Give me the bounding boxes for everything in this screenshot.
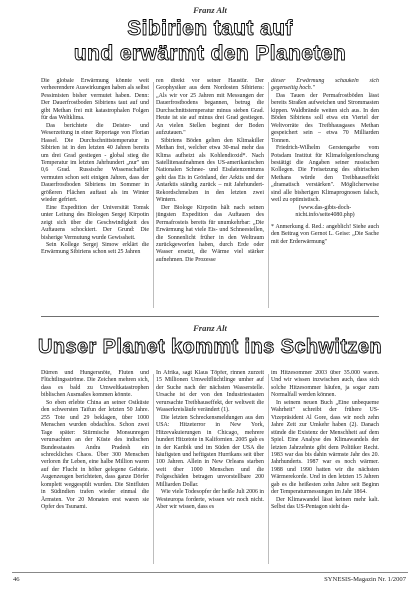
page-number: 46 bbox=[13, 576, 20, 583]
paragraph: In Afrika, sagt Klaus Töpfer, rinnen zurzeit 15 Millionen Umweltflüchtlinge umher auf der Suche nach der nächsten Wasserstelle. Ursache ist der von den Industriestaaten verursachte Treibhauseffekt, der weltweit die Wasserkreisläufe verändert (1). bbox=[156, 370, 264, 414]
column-divider bbox=[268, 82, 269, 308]
paragraph: Dürren und Hungersnöte, Fluten und Flüchtlingsströme. Die Zeichen mehren sich, dass es bald zu Umweltkatastrophen biblischen Ausmaßes kommen könnte. bbox=[41, 370, 149, 399]
paragraph: In seinem neuen Buch „Eine unbequeme Wahrheit" schreibt der frühere US-Vizepräsident Al Gore, dass wir noch zehn Jahre Zeit zur Umkehr haben (2). Danach stünde die Existenz der Menschheit auf dem Spiel. Eine Analyse des Klimawandels der letzten Jahrzehnte gibt dem Politiker Recht. 1983 war das bis dahin wärmste Jahr des 20. Jahrhunderts. 1987 war es noch wärmer. 1988 und 1990 hatten wir die nächsten Wärmerekorde. Und in den letzten 15 Jahren gab es die heißesten zehn Jahre seit Beginn der Temperaturmessungen im Jahr 1864. bbox=[271, 399, 379, 496]
paragraph: Das Tauen der Permafrostböden lässt bereits Straßen aufweichen und Strommasten kippen. Waldbrände weiten sich aus. In den Böden Sibiriens soll etwa ein Viertel der Weltvorräte des Treibhausgases Methan gespeichert sein – etwa 70 Milliarden Tonnen. bbox=[271, 92, 379, 144]
article2-column-2 bbox=[156, 370, 264, 567]
column-divider bbox=[153, 374, 154, 564]
paragraph: dieser Erwärmung schaukeln sich gegenseitig hoch." bbox=[271, 78, 379, 92]
paragraph: Wie viele Todesopfer der heiße Juli 2006 in Westeuropa forderte, wissen wir noch nicht. Aber wir wissen, dass es bbox=[156, 489, 264, 511]
paragraph: Der Biologe Kirpotin hält nach seinen jüngsten Expedition das Auftauen des Permafrosteis bereits für unumkehrbar: „Die Erwärmung hat viele Eis- und Schneestellen, die Sonnenlicht früher in den Weltraum zurückgeworfen haben, durch Erde oder Wasser ersetzt, die Wärme viel stärker aufnehmen. Die Prozesse bbox=[156, 204, 264, 263]
paragraph: Der Klimawandel lässt keinen mehr kalt. Selbst das US-Pentagon sieht da- bbox=[271, 496, 379, 511]
magazine-issue: SYNESIS-Magazin Nr. 1/2007 bbox=[324, 576, 406, 583]
article1-column-1 bbox=[41, 78, 149, 310]
article2-title: Unser Planet kommt ins Schwitzen bbox=[38, 336, 382, 358]
paragraph: Eine Expedition der Universität Tomsk unter Leitung des Biologen Sergej Kirpotin zeigt sich über die Geschwindigkeit des Auftauens schockiert. Der Grund: Die bisherige Vermutung wurde Gewissheit. bbox=[41, 204, 149, 241]
article2-column-3 bbox=[271, 370, 379, 567]
paragraph: Das berichtete die Deister- und Weserzeitung in einer Reportage von Florian Hassel. Die Durchschnittstemperatur in Sibirien ist in den letzten 40 Jahren bereits um drei Grad gestiegen - global stieg die Temperatur im letzten Jahrhundert „nur" um 0,6 Grad. Russische Wissenschaftler vermuten schon seit einigen Jahren, dass der Dauerfrostboden Sibiriens im Sommer in größeren Flächen auftaut als im Winter wieder gefriert. bbox=[41, 122, 149, 204]
article1-title-line2: und erwärmt den Planeten bbox=[73, 42, 347, 65]
paragraph: Friedrich-Wilhelm Gerstengarbe vom Potsdam Institut für Klimafolgenforschung bestätigt die Angaben seiner russischen Kollegen. Die Freisetzung des sibirischen Methans würde den Treibhauseffekt „dramatisch verstärken". Möglicherweise sind alle bisherigen Klimaprognosen falsch, weil zu optimistisch. bbox=[271, 145, 379, 204]
paragraph: Sein Kollege Sergej Simow erklärt die Erwärmung Sibiriens schon seit 25 Jahren bbox=[41, 241, 149, 256]
paragraph: So eben erlebte China an seiner Ostküste den schwersten Taifun der letzten 50 Jahre. 255 Tote und 29 beklagen, über 1000 Menschen wurden obdachlos. Schon zwei Tage später: Stürmische Monsunregen verursachten an der Küste des indischen Bundesstaates Andra Pradesh ein schreckliches Chaos. Über 300 Menschen verloren ihr Leben, eine halbe Million waren auf der Flucht in höher gelegene Gebiete. Augenzeugen berichteten, dass ganze Dörfer komplett weggespült wurden. Die Sintfluten in Südindien trafen wieder einmal die Ärmsten. Vor 20 Monaten erst waren sie Opfer des Tsunami. bbox=[41, 399, 149, 511]
editor-note: * Anmerkung d. Red.: angeblich! Siehe auch den Beitrag von Gernot L. Geise: „Die Sache mit der Erderwärmung" bbox=[271, 223, 379, 245]
paragraph: Sibiriens Böden gelten den Klimakiller Methan frei, welcher etwa 30-mal mehr das Klima aufheizt als Kohlendioxid*. Nach Satellitenaufnahmen des US-amerikanischen Nationalen Schnee- und Eisdatenzentrums geht das Eis in Grönland, der Arktis und der Antarktis ständig zurück – mit Jahrhundert-Rekordschmelzen in den letzten zwei Wintern. bbox=[156, 137, 264, 204]
paragraph: ren direkt vor seiner Haustür. Der Geophysiker aus dem Nordosten Sibiriens: „Als wir vor 25 Jahren mit Messungen der Dauerfrostbodens begannen, betrug die Durchschnittstemperatur minus sieben Grad. Heute ist sie auf minus drei Grad gestiegen. An vielen Stellen beginnt der Boden aufzutauen." bbox=[156, 78, 264, 137]
paragraph: Die letzten Schreckensmeldungen aus den USA: Hitzeterror in New York, Hitzevakuierungen in Chicago, mehrere hundert Hitzetote in Kalifornien. 2005 gab es in der Karibik und im Süden der USA die häufigsten und heftigsten Hurrikans seit über 100 Jahren. Allein in New Orleans starben weit über 1000 Menschen und die Folgeschäden betragen unvorstellbare 200 Milliarden Dollar. bbox=[156, 414, 264, 488]
article1-column-2 bbox=[156, 78, 264, 310]
article1-column-3 bbox=[271, 78, 379, 310]
article2-author: Franz Alt bbox=[193, 323, 227, 333]
article1-title-line1: Sibirien taut auf bbox=[127, 17, 293, 40]
article-separator bbox=[41, 316, 379, 317]
column-divider bbox=[153, 82, 154, 308]
source-reference: (www.das-gibts-doch-nicht.info/seite4080.php) bbox=[295, 204, 355, 219]
article2-column-1 bbox=[41, 370, 149, 567]
article1-author: Franz Alt bbox=[193, 5, 227, 15]
paragraph: im Hitzesommer 2003 über 35.000 waren. Und wir wissen inzwischen auch, dass sich solche Hitzesommer häufen, ja sogar zum Normalfall werden können. bbox=[271, 370, 379, 399]
footer-rule bbox=[12, 572, 408, 573]
column-divider bbox=[268, 374, 269, 564]
paragraph: Die globale Erwärmung könnte weit verheerendere Auswirkungen haben als selbst Pessimisten bisher vermutet haben. Denn: Der Dauerfrostboden Sibiriens taut auf und gibt Methan frei mit katastrophalen Folgen für das Weltklima. bbox=[41, 78, 149, 122]
